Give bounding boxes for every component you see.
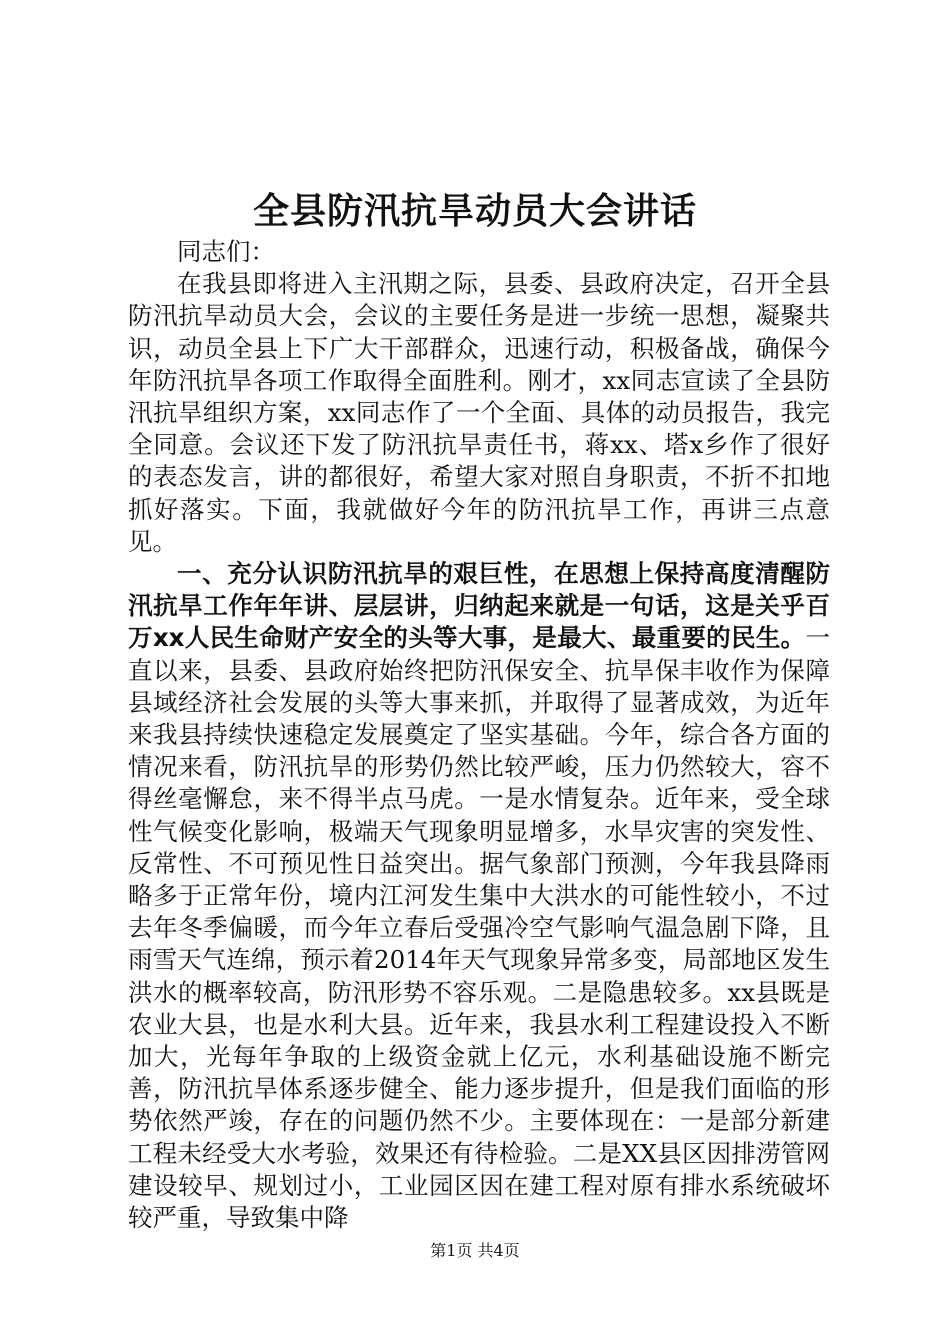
paragraph-section-1 [128,558,830,1234]
page-number-footer: 第1页 共4页 [430,1241,520,1260]
paragraph-intro: 在我县即将进入主汛期之际，县委、县政府决定，召开全县防汛抗旱动员大会，会议的主要任务是进一步统一思想，凝聚共识，动员全县上下广大干部群众，迅速行动，积极备战，确保今年防汛抗旱各项工作取得全面胜利。刚才，xx同志宣读了全县防汛抗旱组织方案，xx同志作了一个全面、具体的动员报告，我完全同意。会议还下发了防汛抗旱责任书，蒋xx、塔x乡作了很好的表态发言，讲的都很好，希望大家对照自身职责，不折不扣地抓好落实。下面，我就做好今年的防汛抗旱工作，再讲三点意见。 [128,269,830,556]
document-title: 全县防汛抗旱动员大会讲话 [252,190,697,232]
section-1-heading: 一、充分认识防汛抗旱的艰巨性，在思想上保持高度清醒防汛抗旱工作年年讲、层层讲，归纳起来就是一句话，这是关乎百万xx人民生命财产安全的头等大事，是最大、最重要的民生。 [128,559,830,653]
salutation: 同志们： [177,237,275,266]
section-1-body: 一直以来，县委、县政府始终把防汛保安全、抗旱保丰收作为保障县域经济社会发展的头等大事来抓，并取得了显著成效，为近年来我县持续快速稳定发展奠定了坚实基础。今年，综合各方面的情况来看，防汛抗旱的形势仍然比较严峻，压力仍然较大，容不得丝毫懈怠，来不得半点马虎。一是水情复杂。近年来，受全球性气候变化影响，极端天气现象明显增多，水旱灾害的突发性、反常性、不可预见性日益突出。据气象部门预测，今年我县降雨略多于正常年份，境内江河发生集中大洪水的可能性较小，不过去年冬季偏暖，而今年立春后受强冷空气影响气温急剧下降，且雨雪天气连绵，预示着2014年天气现象异常多变，局部地区发生洪水的概率较高，防汛形势不容乐观。二是隐患较多。xx县既是农业大县，也是水利大县。近年来，我县水利工程建设投入不断加大，光每年争取的上级资金就上亿元，水利基础设施不断完善，防汛抗旱体系逐步健全、能力逐步提升，但是我们面临的形势依然严竣，存在的问题仍然不少。主要体现在：一是部分新建工程未经受大水考验，效果还有待检验。二是XX县区因排涝管网建设较早、规划过小，工业园区因在建工程对原有排水系统破坏较严重，导致集中降 [128,623,830,1233]
document-body [128,236,830,1234]
